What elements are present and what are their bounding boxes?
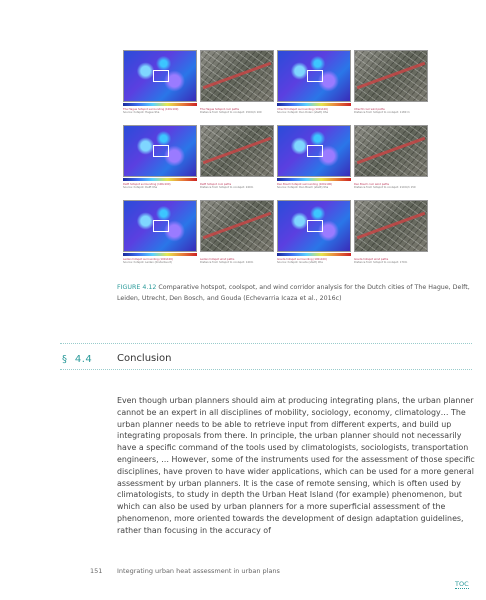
section-number-value: 4.4 xyxy=(74,354,93,365)
aerial-map xyxy=(200,50,274,102)
panel-title: Den Bosch hotspot surrounding (100x100) xyxy=(277,183,333,186)
wind-path xyxy=(357,211,426,238)
panel-title: Leiden hotspot wind paths xyxy=(200,258,235,261)
wind-path xyxy=(357,61,426,88)
panel-subtitle: Distance from hotspot to coolspot: 150m/h 100 xyxy=(200,111,262,115)
thermal-map xyxy=(123,200,197,252)
panel-caption xyxy=(354,258,428,264)
hotspot-marker xyxy=(307,70,323,82)
wind-path xyxy=(203,211,272,238)
panel-caption xyxy=(277,183,351,189)
panel-subtitle: Source: hotspot: Leiden (Kinderbuurt) xyxy=(123,261,172,265)
panel-title: Gouda hotspot surrounding (100x100) xyxy=(277,258,327,261)
color-scale-bar xyxy=(277,178,351,181)
panel-subtitle: Source: hotspot: Den Dolen (stadt) 9ha xyxy=(277,111,328,115)
panel-caption xyxy=(354,108,428,114)
panel-title: The Hague hotspot cool paths xyxy=(200,108,239,111)
panel-title: Delft hotspot surrounding (100x100) xyxy=(123,183,171,186)
panel-caption xyxy=(123,108,197,114)
hotspot-marker xyxy=(307,145,323,157)
panel-title: Gouda hotspot wind paths xyxy=(354,258,389,261)
panel-subtitle: Source: hotspot: Gouda (stadt) 9ha xyxy=(277,261,323,265)
hotspot-marker xyxy=(153,145,169,157)
page-number: 151 xyxy=(90,567,103,575)
figure-caption xyxy=(117,283,477,304)
panel-caption xyxy=(123,258,197,264)
color-scale-bar xyxy=(277,103,351,106)
panel-caption xyxy=(277,108,351,114)
wind-path xyxy=(203,136,272,163)
color-scale-bar xyxy=(277,253,351,256)
panel-caption xyxy=(200,108,274,114)
panel-subtitle: Distance from hotspot to coolspot: 210m/h 150 xyxy=(354,186,416,190)
panel-title: Utrecht cool wind paths xyxy=(354,108,385,111)
section-number xyxy=(62,354,92,365)
panel-title: Leiden hotspot surrounding (100x100) xyxy=(123,258,173,261)
aerial-map xyxy=(200,125,274,177)
panel-subtitle: Distance from hotspot to coolspot: 1180 m xyxy=(354,111,410,115)
panel-caption xyxy=(354,183,428,189)
panel-title: Den Bosch cool wind paths xyxy=(354,183,390,186)
panel-caption xyxy=(277,258,351,264)
hotspot-marker xyxy=(153,70,169,82)
hotspot-marker xyxy=(153,220,169,232)
aerial-map xyxy=(354,125,428,177)
wind-path xyxy=(357,136,426,163)
figure-4-12 xyxy=(117,50,471,280)
thermal-map xyxy=(123,125,197,177)
section-divider-top xyxy=(60,343,472,344)
panel-title: The Hague hotspot surrounding (100x100) xyxy=(123,108,179,111)
toc-link[interactable]: TOC xyxy=(455,580,469,588)
figure-label: FIGURE 4.12 xyxy=(117,284,157,291)
color-scale-bar xyxy=(123,178,197,181)
thermal-map xyxy=(123,50,197,102)
panel-caption xyxy=(123,183,197,189)
figure-caption-text: Comparative hotspot, coolspot, and wind corridor analysis for the Dutch cities of The Hague, Delft, Leiden, Utrecht, Den Bosch, and Gouda (Echevarria Icaza et al., 2016c) xyxy=(117,284,470,302)
aerial-map xyxy=(200,200,274,252)
thermal-map xyxy=(277,200,351,252)
running-footer-title: Integrating urban heat assessment in urban plans xyxy=(117,567,280,575)
hotspot-marker xyxy=(307,220,323,232)
thermal-map xyxy=(277,125,351,177)
panel-subtitle: Distance from hotspot to coolspot: 240m xyxy=(200,186,254,190)
panel-subtitle: Source: hotspot: Delft 9ha xyxy=(123,186,158,190)
aerial-map xyxy=(354,200,428,252)
aerial-map xyxy=(354,50,428,102)
panel-caption xyxy=(200,258,274,264)
panel-title: Delft hotspot cool paths xyxy=(200,183,232,186)
panel-subtitle: Source: hotspot: Den Bosch (stadt) 9ha xyxy=(277,186,329,190)
section-divider-bottom xyxy=(60,369,472,370)
panel-subtitle: Source: hotspot: Hague 9ha xyxy=(123,111,160,115)
section-title: Conclusion xyxy=(117,353,172,364)
color-scale-bar xyxy=(123,253,197,256)
thermal-map xyxy=(277,50,351,102)
color-scale-bar xyxy=(123,103,197,106)
section-symbol: § xyxy=(62,354,68,365)
panel-caption xyxy=(200,183,274,189)
panel-subtitle: Distance from hotspot to coolspot: 140m xyxy=(200,261,254,265)
wind-path xyxy=(203,61,272,88)
body-paragraph: Even though urban planners should aim at producing integrating plans, the urban planner cannot be an expert in all disciplines of mobility, sociology, economy, climatology… The urban planner needs to be able to retrieve input from different experts, and build up integrating proposals from there. In principle, the urban planner should not necessarily have a specific command of the tools used by climatologists, sociologists, transportation engineers, … However, some of the instruments used for the assessment of those specific disciplines, have proven to have wider applications, which can be used for a more general assessment by urban planners. It is the case of remote sensing, which is often used by climatologists, to study in depth the Urban Heat Island (for example) phenomenon, but which can also be used by urban planners for a more superficial assessment of the phenomenon, more oriented towards the development of design adaptation guidelines, rather than focusing in the accuracy of xyxy=(117,396,475,535)
panel-title: Utrecht hotspot surrounding (100x100) xyxy=(277,108,328,111)
panel-subtitle: Distance from hotspot to coolspot: 170m xyxy=(354,261,408,265)
